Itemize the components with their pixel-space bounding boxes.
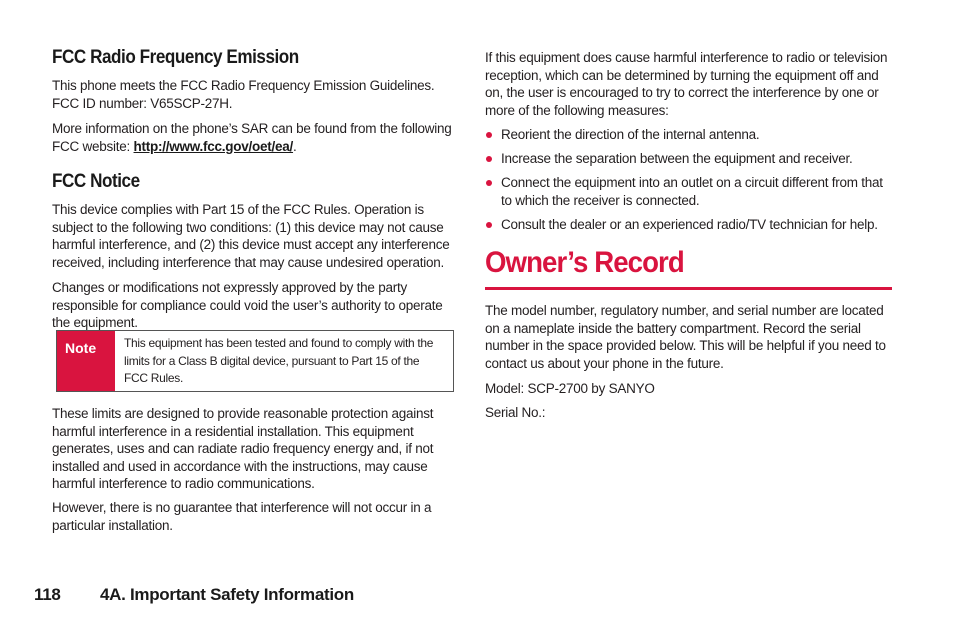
section-title: 4A. Important Safety Information bbox=[100, 585, 354, 604]
fcc-rf-paragraph-2 bbox=[52, 120, 452, 155]
model-line: Model: SCP-2700 by SANYO bbox=[485, 381, 655, 396]
list-item-text: Reorient the direction of the internal antenna. bbox=[501, 127, 760, 142]
fcc-rf-heading: FCC Radio Frequency Emission bbox=[52, 47, 299, 68]
list-item bbox=[485, 126, 885, 144]
fcc-notice-paragraph-1: This device complies with Part 15 of the FCC Rules. Operation is subject to the following two conditions: (1) this device may not cause harmful interference, and (2) this device must accept any interference received, including interference that may cause undesired operation. bbox=[52, 202, 450, 270]
fcc-rf-line-1: This phone meets the FCC Radio Frequency Emission Guidelines. bbox=[52, 78, 435, 93]
note-box bbox=[56, 330, 454, 392]
owners-record-title: Owner’s Record bbox=[485, 246, 684, 279]
fcc-rf-p2-end: . bbox=[293, 138, 297, 154]
list-item bbox=[485, 150, 885, 168]
note-label: Note bbox=[57, 331, 115, 391]
measures-list bbox=[485, 126, 885, 240]
list-item bbox=[485, 174, 885, 209]
fcc-rf-p2-text: More information on the phone’s SAR can be found from the following FCC website: bbox=[52, 121, 452, 154]
owners-record-paragraph: The model number, regulatory number, and serial number are located on a nameplate inside the battery compartment. Record the serial number in the space provided below. This will be helpful if you need to contact us about your phone in the future. bbox=[485, 303, 886, 371]
fcc-rf-paragraph-1 bbox=[52, 77, 458, 112]
page-footer bbox=[34, 585, 354, 605]
list-item-text: Increase the separation between the equipment and receiver. bbox=[501, 151, 853, 167]
list-item-text: Connect the equipment into an outlet on a circuit different from that to which the receiver is connected. bbox=[501, 175, 883, 208]
list-item bbox=[485, 216, 885, 234]
note-text: This equipment has been tested and found to comply with the limits for a Class B digital device, pursuant to Part 15 of the FCC Rules. bbox=[124, 336, 434, 386]
limits-paragraph: These limits are designed to provide reasonable protection against harmful interference in a residential installation. This equipment generates, uses and can radiate radio frequency energy and, if not installed and used in accordance with the instructions, may cause harmful interference to radio communications. bbox=[52, 406, 434, 492]
bullet-icon bbox=[486, 132, 492, 138]
guarantee-paragraph: However, there is no guarantee that interference will not occur in a particular installation. bbox=[52, 500, 432, 533]
fcc-website-link[interactable]: http://www.fcc.gov/oet/ea/ bbox=[133, 138, 294, 154]
title-rule bbox=[485, 287, 892, 290]
bullet-icon bbox=[486, 222, 492, 228]
bullet-icon bbox=[486, 180, 492, 186]
fcc-notice-heading: FCC Notice bbox=[52, 171, 140, 192]
interference-intro: If this equipment does cause harmful interference to radio or television reception, which can be determined by turning the equipment off and on, the user is encouraged to try to correct the interference by one or more of the following measures: bbox=[485, 50, 888, 118]
fcc-rf-line-2: FCC ID number: V65SCP-27H. bbox=[52, 95, 233, 111]
page-number: 118 bbox=[34, 585, 61, 604]
fcc-notice-paragraph-2: Changes or modifications not expressly approved by the party responsible for compliance could void the user’s authority to operate the equipment. bbox=[52, 280, 443, 331]
serial-line: Serial No.: bbox=[485, 405, 546, 420]
bullet-icon bbox=[486, 156, 492, 162]
list-item-text: Consult the dealer or an experienced radio/TV technician for help. bbox=[501, 216, 878, 232]
